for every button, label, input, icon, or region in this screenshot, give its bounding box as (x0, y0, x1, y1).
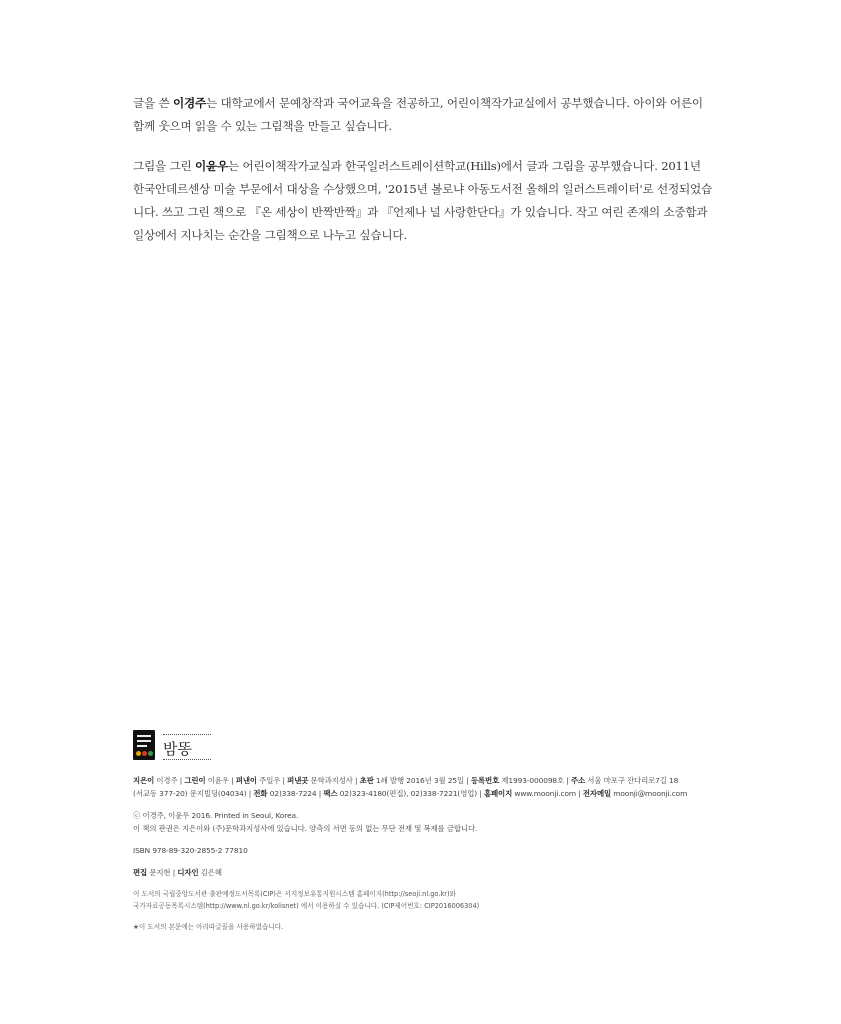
publisher-logo-mark (133, 730, 155, 760)
author-bio-text: 는 대학교에서 문예창작과 국어교육을 전공하고, 어린이책작가교실에서 공부했습니다. 아이와 어른이 함께 웃으며 읽을 수 있는 그림책을 만들고 싶습니다. (133, 96, 703, 133)
illustrator-bio (133, 155, 713, 247)
staff-credits: 편집 문지현 | 디자인 김은혜 (133, 868, 222, 877)
credits-line-2: (서교동 377-20) 문지빌딩(04034) | 전화 02)338-7224 | 팩스 02)323-4180(편집), 02)338-7221(영업) | 홈페이지 www.moonji.com | 전자메일 moonji@moonji.com (133, 789, 688, 798)
cip-line-1: 이 도서의 국립중앙도서관 출판예정도서목록(CIP)은 서지정보유통지원시스템 홈페이지(http://seoji.nl.go.kr)와 (133, 890, 456, 898)
credits-line-1: 지은이 이경주 | 그린이 이윤우 | 펴낸이 주일우 | 펴낸곳 문학과지성사 | 초판 1쇄 발행 2016년 3월 25일 | 등록번호 제1993-000098호 | 주소 서울 마포구 잔다리로7길 18 (133, 776, 679, 785)
copyright-line: ⓒ 이경주, 이윤우 2016. Printed in Seoul, Korea. (133, 811, 299, 820)
rights-notice: 이 책의 판권은 지은이와 (주)문학과지성사에 있습니다. 양측의 서면 동의 없는 무단 전재 및 복제를 금합니다. (133, 824, 478, 833)
author-name: 이경주 (172, 96, 206, 110)
imprint-section (133, 728, 733, 933)
book-title: 밤똥 (163, 740, 192, 758)
illustrator-bio-prefix: 그림을 그린 (133, 159, 195, 173)
publisher-logo (133, 728, 733, 762)
font-note: ★이 도서의 본문에는 아리따글꼴을 사용하였습니다. (133, 923, 284, 931)
isbn: ISBN 978-89-320-2855-2 77810 (133, 846, 248, 855)
illustrator-bio-text: 는 어린이책작가교실과 한국일러스트레이션학교(Hills)에서 글과 그림을 공부했습니다. 2011년 한국안데르센상 미술 부문에서 대상을 수상했으며, '2015년 볼로냐 아동도서전 올해의 일러스트레이터'로 선정되었습니다. 쓰고 그린 책으로 『온 세상이 반짝반짝』과 『언제나 널 사랑한단다』가 있습니다. 작고 여린 존재의 소중함과 일상에서 지나치는 순간을 그림책으로 나누고 싶습니다. (133, 159, 713, 242)
author-bio-prefix: 글을 쓴 (133, 96, 173, 110)
author-bio (133, 92, 713, 138)
illustrator-name: 이윤우 (194, 159, 228, 173)
cip-line-2: 국가자료공동목록시스템(http://www.nl.go.kr/kolisnet) 에서 이용하실 수 있습니다. (CIP제어번호: CIP2016006304) (133, 902, 480, 910)
